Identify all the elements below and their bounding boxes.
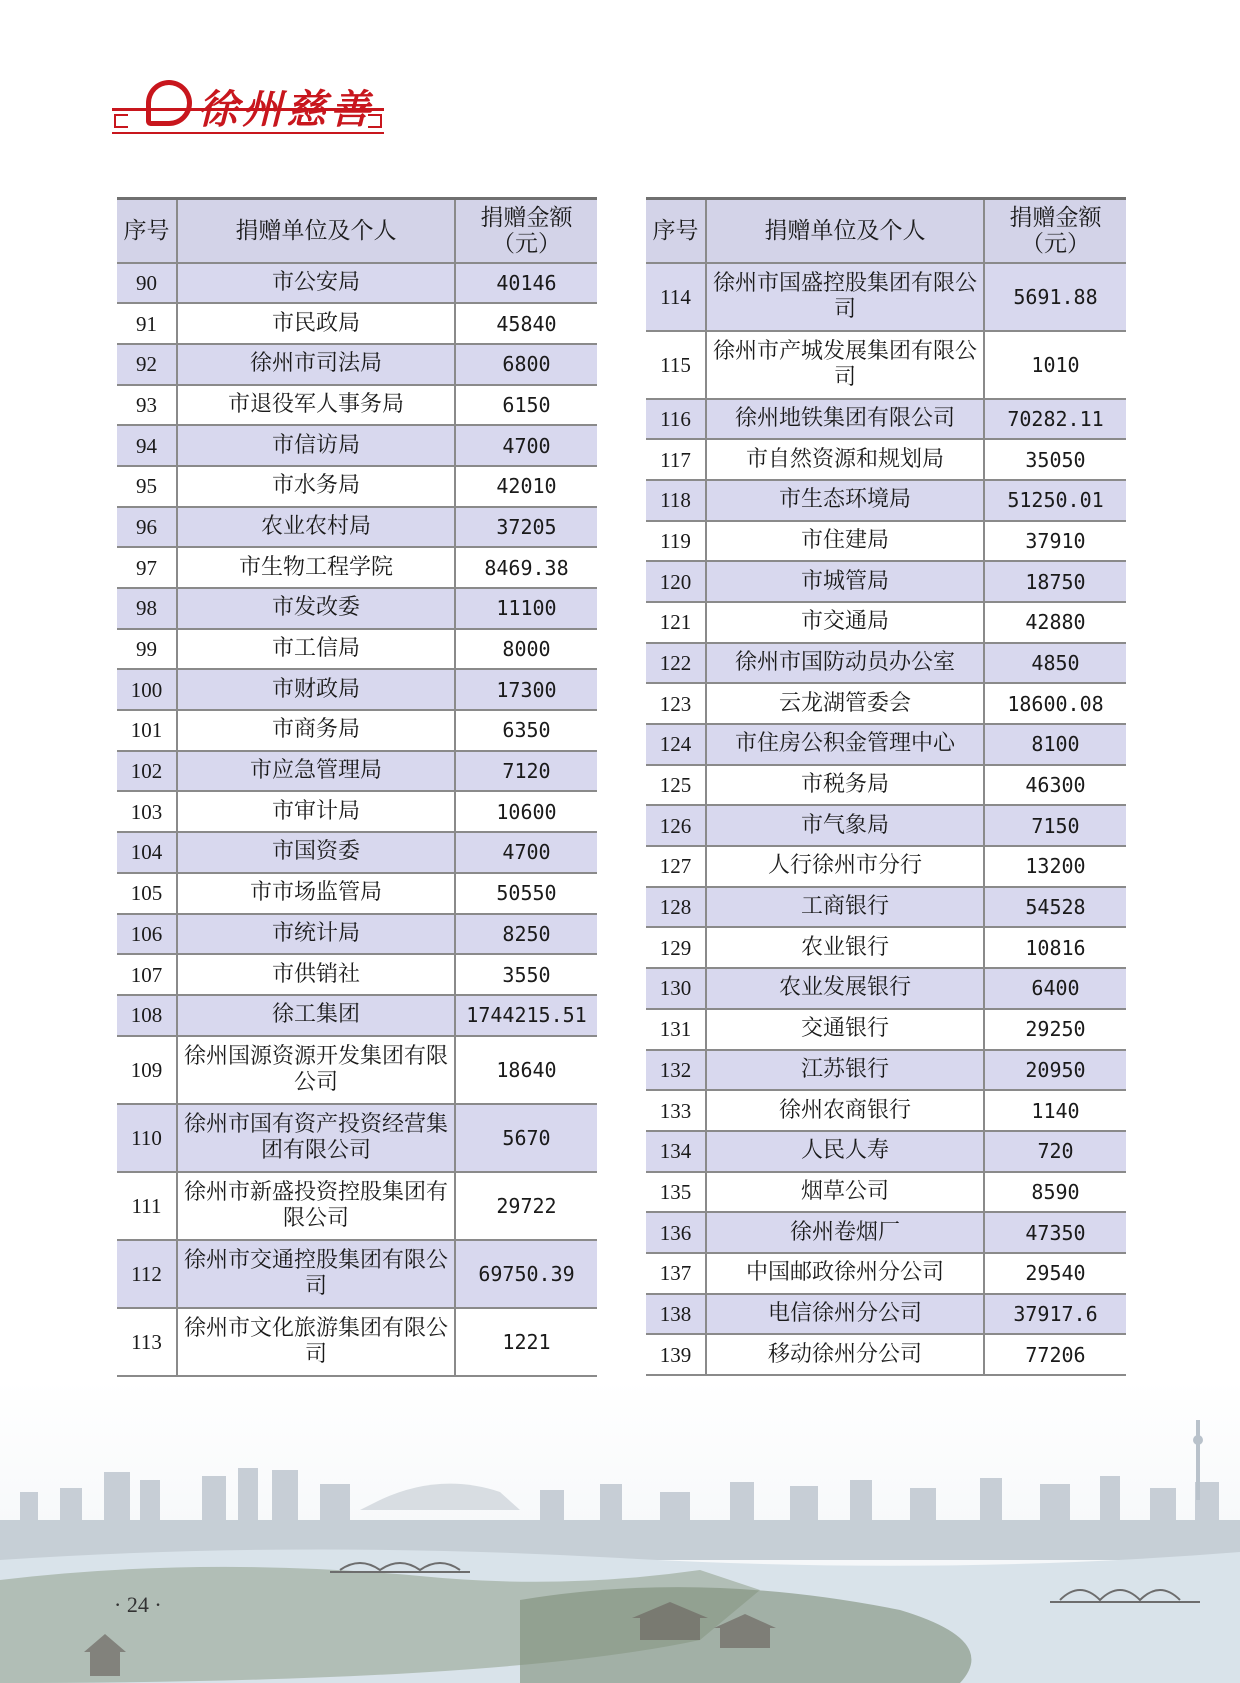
table-row — [646, 683, 1126, 724]
table-row — [646, 724, 1126, 765]
donor-name: 徐州地铁集团有限公司 — [706, 399, 984, 440]
donor-name: 市民政局 — [177, 303, 455, 344]
donation-amount: 10816 — [984, 927, 1126, 968]
donor-name: 徐州农商银行 — [706, 1090, 984, 1131]
donation-amount: 54528 — [984, 887, 1126, 928]
donation-amount: 4700 — [455, 832, 597, 873]
row-number: 134 — [646, 1131, 706, 1172]
row-number: 112 — [117, 1240, 177, 1308]
row-number: 105 — [117, 873, 177, 914]
table-row — [646, 1334, 1126, 1375]
donor-name: 电信徐州分公司 — [706, 1294, 984, 1335]
donation-table-right — [646, 197, 1126, 1376]
donor-name: 徐州卷烟厂 — [706, 1212, 984, 1253]
row-number: 108 — [117, 995, 177, 1036]
donation-amount: 6150 — [455, 385, 597, 426]
table-row — [646, 561, 1126, 602]
header-no: 序号 — [117, 199, 177, 263]
table-row — [117, 669, 597, 710]
donation-table-left — [117, 197, 597, 1377]
donor-name: 人行徐州市分行 — [706, 846, 984, 887]
donation-amount: 3550 — [455, 954, 597, 995]
donor-name: 市应急管理局 — [177, 751, 455, 792]
donor-name: 市供销社 — [177, 954, 455, 995]
donor-name: 市自然资源和规划局 — [706, 439, 984, 480]
header-amount-line1: 捐赠金额 — [1009, 204, 1102, 231]
row-number: 126 — [646, 805, 706, 846]
donor-name: 市商务局 — [177, 710, 455, 751]
row-number: 137 — [646, 1253, 706, 1294]
donation-amount: 20950 — [984, 1050, 1126, 1091]
logo-text: 徐州慈善 — [198, 86, 374, 133]
table-row — [646, 1294, 1126, 1335]
donor-name: 市国资委 — [177, 832, 455, 873]
donation-amount: 46300 — [984, 765, 1126, 806]
row-number: 124 — [646, 724, 706, 765]
donation-amount: 6800 — [455, 344, 597, 385]
header-amount-line2: （元） — [492, 230, 561, 257]
donation-amount: 10600 — [455, 791, 597, 832]
donor-name: 烟草公司 — [706, 1172, 984, 1213]
donation-amount: 1140 — [984, 1090, 1126, 1131]
table-row — [646, 1090, 1126, 1131]
row-number: 136 — [646, 1212, 706, 1253]
donation-amount: 13200 — [984, 846, 1126, 887]
donor-name: 市审计局 — [177, 791, 455, 832]
donor-name: 市水务局 — [177, 466, 455, 507]
donation-amount: 8469.38 — [455, 547, 597, 588]
table-row — [646, 805, 1126, 846]
row-number: 123 — [646, 683, 706, 724]
table-row — [117, 995, 597, 1036]
table-row — [646, 887, 1126, 928]
row-number: 100 — [117, 669, 177, 710]
row-number: 104 — [117, 832, 177, 873]
row-number: 122 — [646, 643, 706, 684]
donor-name: 市退役军人事务局 — [177, 385, 455, 426]
table-row — [117, 425, 597, 466]
donation-amount: 51250.01 — [984, 480, 1126, 521]
table-row — [117, 303, 597, 344]
donor-name: 市城管局 — [706, 561, 984, 602]
header-donor: 捐赠单位及个人 — [177, 199, 455, 263]
donation-amount: 70282.11 — [984, 399, 1126, 440]
donor-name: 市住建局 — [706, 521, 984, 562]
donation-amount: 18600.08 — [984, 683, 1126, 724]
row-number: 135 — [646, 1172, 706, 1213]
table-row — [117, 751, 597, 792]
table-row — [117, 588, 597, 629]
donor-name: 交通银行 — [706, 1009, 984, 1050]
donor-name: 市财政局 — [177, 669, 455, 710]
row-number: 99 — [117, 629, 177, 670]
header-logo — [112, 76, 384, 138]
row-number: 102 — [117, 751, 177, 792]
donation-amount: 7120 — [455, 751, 597, 792]
table-row — [117, 629, 597, 670]
table-row — [646, 846, 1126, 887]
donation-amount: 1221 — [455, 1308, 597, 1376]
table-row — [646, 521, 1126, 562]
table-row — [646, 765, 1126, 806]
donation-amount: 18750 — [984, 561, 1126, 602]
donor-name: 市税务局 — [706, 765, 984, 806]
row-number: 128 — [646, 887, 706, 928]
donation-amount: 45840 — [455, 303, 597, 344]
table-row — [117, 1104, 597, 1172]
table-row — [646, 1212, 1126, 1253]
donor-name: 市住房公积金管理中心 — [706, 724, 984, 765]
donation-amount: 1010 — [984, 331, 1126, 399]
row-number: 116 — [646, 399, 706, 440]
table-row — [117, 1036, 597, 1104]
table-row — [646, 1050, 1126, 1091]
donor-name: 云龙湖管委会 — [706, 683, 984, 724]
row-number: 107 — [117, 954, 177, 995]
row-number: 111 — [117, 1172, 177, 1240]
header-amount — [455, 199, 597, 263]
table-row — [646, 480, 1126, 521]
table-row — [117, 507, 597, 548]
row-number: 131 — [646, 1009, 706, 1050]
donor-name: 徐州市国盛控股集团有限公司 — [706, 263, 984, 331]
row-number: 127 — [646, 846, 706, 887]
donation-amount: 4700 — [455, 425, 597, 466]
row-number: 94 — [117, 425, 177, 466]
row-number: 117 — [646, 439, 706, 480]
donation-amount: 6350 — [455, 710, 597, 751]
table-row — [117, 263, 597, 304]
donation-amount: 5691.88 — [984, 263, 1126, 331]
donor-name: 市市场监管局 — [177, 873, 455, 914]
header-amount-line1: 捐赠金额 — [480, 204, 573, 231]
table-row — [646, 439, 1126, 480]
city-lake-scenery — [0, 1380, 1240, 1683]
table-row — [117, 1308, 597, 1376]
table-row — [117, 547, 597, 588]
donation-amount: 1744215.51 — [455, 995, 597, 1036]
row-number: 119 — [646, 521, 706, 562]
table-row — [646, 1253, 1126, 1294]
donation-amount: 42880 — [984, 602, 1126, 643]
donation-amount: 50550 — [455, 873, 597, 914]
donation-amount: 40146 — [455, 263, 597, 304]
table-row — [117, 1172, 597, 1240]
donation-amount: 29722 — [455, 1172, 597, 1240]
table-row — [646, 927, 1126, 968]
table-row — [117, 832, 597, 873]
row-number: 129 — [646, 927, 706, 968]
page-number: · 24 · — [114, 1592, 162, 1617]
donation-amount: 5670 — [455, 1104, 597, 1172]
donor-name: 徐州市文化旅游集团有限公司 — [177, 1308, 455, 1376]
donor-name: 市生物工程学院 — [177, 547, 455, 588]
donation-amount: 37910 — [984, 521, 1126, 562]
donation-amount: 7150 — [984, 805, 1126, 846]
donor-name: 徐州市国有资产投资经营集团有限公司 — [177, 1104, 455, 1172]
donation-amount: 37205 — [455, 507, 597, 548]
row-number: 125 — [646, 765, 706, 806]
row-number: 97 — [117, 547, 177, 588]
donor-name: 市生态环境局 — [706, 480, 984, 521]
table-row — [117, 710, 597, 751]
table-row — [117, 791, 597, 832]
table-row — [117, 466, 597, 507]
donor-name: 徐州市司法局 — [177, 344, 455, 385]
donation-amount: 37917.6 — [984, 1294, 1126, 1335]
donation-amount: 18640 — [455, 1036, 597, 1104]
table-row — [646, 331, 1126, 399]
table-body-right — [646, 263, 1126, 1376]
donor-name: 中国邮政徐州分公司 — [706, 1253, 984, 1294]
row-number: 91 — [117, 303, 177, 344]
row-number: 121 — [646, 602, 706, 643]
logo-emblem-icon — [146, 80, 192, 126]
donation-amount: 29250 — [984, 1009, 1126, 1050]
donation-amount: 720 — [984, 1131, 1126, 1172]
table-row — [117, 914, 597, 955]
donor-name: 市公安局 — [177, 263, 455, 304]
donor-name: 徐州市国防动员办公室 — [706, 643, 984, 684]
row-number: 114 — [646, 263, 706, 331]
table-row — [646, 1172, 1126, 1213]
table-row — [646, 1131, 1126, 1172]
donor-name: 人民人寿 — [706, 1131, 984, 1172]
table-row — [117, 954, 597, 995]
donor-name: 徐州国源资源开发集团有限公司 — [177, 1036, 455, 1104]
donor-name: 市发改委 — [177, 588, 455, 629]
donation-amount: 47350 — [984, 1212, 1126, 1253]
donation-amount: 17300 — [455, 669, 597, 710]
donation-amount: 35050 — [984, 439, 1126, 480]
donation-amount: 42010 — [455, 466, 597, 507]
donor-name: 市交通局 — [706, 602, 984, 643]
donation-amount: 69750.39 — [455, 1240, 597, 1308]
row-number: 90 — [117, 263, 177, 304]
row-number: 130 — [646, 968, 706, 1009]
header-amount — [984, 199, 1126, 263]
donation-amount: 6400 — [984, 968, 1126, 1009]
row-number: 93 — [117, 385, 177, 426]
donor-name: 移动徐州分公司 — [706, 1334, 984, 1375]
donation-amount: 11100 — [455, 588, 597, 629]
donor-name: 农业银行 — [706, 927, 984, 968]
donation-amount: 8000 — [455, 629, 597, 670]
donor-name: 市工信局 — [177, 629, 455, 670]
row-number: 92 — [117, 344, 177, 385]
row-number: 106 — [117, 914, 177, 955]
table-row — [117, 385, 597, 426]
donation-amount: 29540 — [984, 1253, 1126, 1294]
row-number: 101 — [117, 710, 177, 751]
header-donor: 捐赠单位及个人 — [706, 199, 984, 263]
row-number: 103 — [117, 791, 177, 832]
row-number: 133 — [646, 1090, 706, 1131]
row-number: 98 — [117, 588, 177, 629]
row-number: 113 — [117, 1308, 177, 1376]
donor-name: 工商银行 — [706, 887, 984, 928]
donation-amount: 8590 — [984, 1172, 1126, 1213]
donation-amount: 8100 — [984, 724, 1126, 765]
donation-amount: 8250 — [455, 914, 597, 955]
header-no: 序号 — [646, 199, 706, 263]
header-amount-line2: （元） — [1021, 230, 1090, 257]
donor-name: 农业农村局 — [177, 507, 455, 548]
row-number: 132 — [646, 1050, 706, 1091]
row-number: 118 — [646, 480, 706, 521]
row-number: 139 — [646, 1334, 706, 1375]
table-row — [117, 1240, 597, 1308]
donor-name: 农业发展银行 — [706, 968, 984, 1009]
table-header-row — [117, 199, 597, 263]
row-number: 95 — [117, 466, 177, 507]
donor-name: 市信访局 — [177, 425, 455, 466]
table-row — [646, 399, 1126, 440]
donor-name: 徐州市新盛投资控股集团有限公司 — [177, 1172, 455, 1240]
donor-name: 徐州市产城发展集团有限公司 — [706, 331, 984, 399]
table-row — [646, 1009, 1126, 1050]
donation-amount: 77206 — [984, 1334, 1126, 1375]
table-row — [646, 643, 1126, 684]
row-number: 120 — [646, 561, 706, 602]
row-number: 115 — [646, 331, 706, 399]
donor-name: 徐州市交通控股集团有限公司 — [177, 1240, 455, 1308]
table-row — [646, 968, 1126, 1009]
table-row — [646, 602, 1126, 643]
row-number: 138 — [646, 1294, 706, 1335]
row-number: 96 — [117, 507, 177, 548]
table-body-left — [117, 263, 597, 1376]
donor-name: 江苏银行 — [706, 1050, 984, 1091]
donor-name: 徐工集团 — [177, 995, 455, 1036]
table-row — [117, 344, 597, 385]
donor-name: 市统计局 — [177, 914, 455, 955]
table-header-row — [646, 199, 1126, 263]
table-row — [646, 263, 1126, 331]
donor-name: 市气象局 — [706, 805, 984, 846]
row-number: 110 — [117, 1104, 177, 1172]
table-row — [117, 873, 597, 914]
row-number: 109 — [117, 1036, 177, 1104]
donation-amount: 4850 — [984, 643, 1126, 684]
